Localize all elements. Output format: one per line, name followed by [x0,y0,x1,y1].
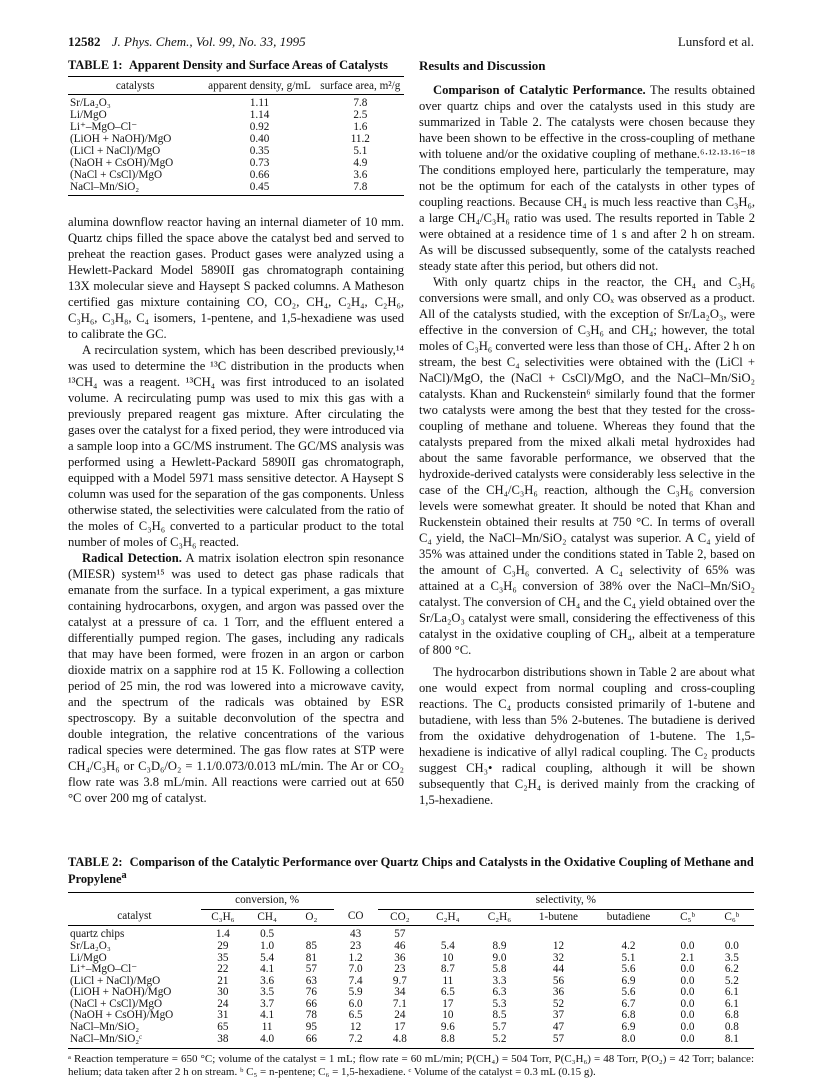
table2-col-header: 1-butene [525,909,591,926]
catalyst-name: NaCl–Mn/SiO₂ [68,181,202,196]
table2-cell: 6.5 [440,986,455,999]
table2-cell: 0.0 [680,1021,695,1034]
table1-cell: 0.92 [249,121,270,133]
catalyst-name: (NaCl + CsCl)/MgO [70,169,163,181]
table2-col-header: CH₄ [245,909,289,926]
table1-row [68,109,404,121]
table2-cell: 4.1 [260,963,275,976]
table2-cell: 3.5 [724,951,739,964]
table2-cell: 46 [394,939,406,952]
catalyst-name: Li/MgO [70,951,107,964]
header-left [68,34,306,50]
table2-cell: 6.2 [724,963,739,976]
table2-cell: 31 [217,1009,229,1022]
catalyst-name: (NaOH + CsOH)/MgO [70,157,174,169]
table2-title-note: a [121,870,127,881]
table2-col-header: C₆ᵇ [710,909,754,926]
runin-heading: Comparison of Catalytic Performance. [433,83,646,97]
table1-cell: 0.45 [202,181,316,196]
header-authors: Lunsford et al. [677,34,754,49]
table2-cell: 10 [442,1009,454,1022]
table2-cell: 24 [217,997,229,1010]
table2-cell: 17 [394,1021,406,1034]
table1-col-header: apparent density, g/mL [202,77,316,95]
table2-cell: 65 [217,1021,229,1034]
right-column [419,58,755,808]
catalyst-name: quartz chips [70,928,125,941]
table1-col-header: catalysts [68,77,202,95]
table1 [68,76,404,196]
table2-cell: 95 [305,1021,317,1034]
table2-row [68,941,754,953]
table2-cell: 6.7 [621,997,636,1010]
table2-cell: 4.0 [245,1034,289,1049]
table2-col-header: catalyst [68,909,201,926]
table2-cell [289,926,333,941]
table2-cell: 11 [261,1021,273,1034]
table2-cell: 52 [552,997,565,1010]
table2-cell: 24 [394,1009,406,1022]
methods-text [68,214,404,806]
table2-header-row [68,909,754,926]
table1-label: TABLE 1: [68,58,123,72]
table2-col-header: CO₂ [378,909,422,926]
catalyst-name: (NaOH + CsOH)/MgO [70,1009,174,1022]
table1-row [68,169,404,181]
table1-cell: 7.8 [353,97,368,109]
table2-footnote: ᵃ Reaction temperature = 650 °C; volume of the catalyst = 1 mL; flow rate = 60 mL/min; P(CH₄) = 504 Torr, P(C₃H₆) = 48 Torr, P(O₂) = 42 Torr; balance: helium; data taken after 2 h on stream. ᵇ C₅ = n-pentene; C₆ = 1,5-hexadiene. ᶜ Volume of the catalyst = 0.3 mL (0.15 g). [68,1053,754,1079]
paragraph: The hydrocarbon distributions shown in Table 2 are about what one would expect from normal coupling and cross-coupling reactions. The C₄ products consisted primarily of 1-butene and butadiene, with less than 5% 2-butenes. The butadiene is derived from the oxidative dehydrogenation of 1-butene. The 1,5-hexadiene is indicative of allyl radical coupling. The C₂ products suggest CH₃• radical coupling, although it will be shown subsequently that C₂H₄ is derived mainly from the cracking of 1,5-hexadiene. [419,665,755,807]
table2-cell: 22 [217,963,229,976]
table2-cell: 5.3 [492,997,507,1010]
table2-group-selectivity: selectivity, % [378,893,754,910]
catalyst-name: (NaCl + CsCl)/MgO [70,997,163,1010]
table2-cell: 5.9 [348,986,363,999]
catalyst-name: NaCl–Mn/SiO₂ᶜ [68,1034,201,1049]
paragraph: A recirculation system, which has been described previously,¹⁴ was used to determine the ¹³C distribution in the products when ¹³CH₄ was a reagent. ¹³CH₄ was first introduced to an isolated volume. A recirculating pump was used to mix this gas with a previously prepared reagent gas mixture. After circulating the gases over the catalyst for a fixed period, they were introduced via a sample loop into a GC/MS instrument. The GC/MS analysis was performed using a Hewlett-Packard 5890II gas chromatograph, equipped with a Model 5971 mass sensitive detector. A Haysept S column was used for the separation of the gas components. Unless otherwise stated, the selectivities were calculated from the ratio of the moles of C₃H₆ converted to a particular product to the total number of moles of C₃H₆ reacted. [68,343,404,549]
table2-row [68,987,754,999]
catalyst-name: Sr/La₂O₃ [70,97,111,109]
table2-cell: 9.7 [392,974,407,987]
table2-cell [665,926,709,941]
table2-cell: 36 [394,951,406,964]
catalyst-name: Sr/La₂O₃ [70,939,111,952]
table2-cell: 5.7 [492,1021,507,1034]
table2-col-header: CO [334,909,378,926]
table2-cell: 0.0 [680,1009,695,1022]
table2-cell: 23 [350,939,362,952]
paragraph [68,550,404,806]
table2-cell: 0.0 [680,986,695,999]
table2-cell: 85 [305,939,317,952]
table2-cell: 36 [552,986,565,999]
table1-caption [68,58,404,72]
table2-col-header: C₂H₆ [474,909,526,926]
table2-col-header: C₂H₄ [422,909,474,926]
table2-cell: 6.3 [492,986,507,999]
table1-body [68,95,404,196]
table2-body [68,926,754,1049]
table2-cell: 6.8 [724,1009,739,1022]
table2-cell: 0.0 [665,1034,709,1049]
table2-cell: 30 [217,986,229,999]
table2-row [68,1034,754,1049]
table2-cell: 2.1 [680,951,695,964]
table2-cell: 7.0 [348,963,363,976]
table2-cell: 3.3 [492,974,507,987]
table2-cell: 6.9 [621,974,636,987]
table2-row [68,1010,754,1022]
table2-cell: 76 [305,986,317,999]
table1-row [68,157,404,169]
table2-cell: 7.2 [334,1034,378,1049]
catalyst-name: (LiOH + NaOH)/MgO [70,133,172,145]
table2-cell: 63 [305,974,317,987]
running-header [68,34,754,52]
table2-cell: 21 [217,974,229,987]
table1-cell: 1.14 [249,109,270,121]
catalyst-name: (LiOH + NaOH)/MgO [70,986,172,999]
section-title: Results and Discussion [419,58,546,73]
table1-cell: 11.2 [350,133,370,145]
table2-cell: 5.1 [621,951,636,964]
table2-cell: 56 [552,974,565,987]
table1-row [68,133,404,145]
table2-cell: 12 [350,1021,362,1034]
table2-cell: 5.6 [621,963,636,976]
table1-cell: 1.11 [249,97,270,109]
table2-cell: 6.1 [724,986,739,999]
table1-cell: 1.6 [353,121,368,133]
table2-cell: 1.2 [348,951,363,964]
paragraph: alumina downflow reactor having an internal diameter of 10 mm. Quartz chips filled the space above the catalyst bed and served to preheat the reaction gases. Product gases were analyzed using a Hewlett-Packard Model 5890II gas chromatograph containing 13X molecular sieve and Haysept S packed columns. A Matheson certified gas mixture containing CO, CO₂, CH₄, C₂H₄, C₂H₆, C₃H₆, C₃H₈, C₄ isomers, 1-pentene, and 1,5-hexadiene was used to calibrate the GC. [68,215,404,341]
catalyst-name: (LiCl + NaCl)/MgO [70,145,161,157]
table2-cell: 0.8 [724,1021,739,1034]
table2-cell: 10 [442,951,454,964]
table2-group-header-row [68,893,754,910]
table2-cell: 5.4 [260,951,275,964]
table2-cell: 0.0 [680,939,695,952]
table2-block [68,855,754,1079]
table2-cell: 8.8 [422,1034,474,1049]
table2-col-header: O₂ [289,909,333,926]
catalyst-name: Li⁺–MgO–Cl⁻ [70,963,138,976]
table2-cell: 44 [552,963,565,976]
table1-cell: 7.8 [317,181,404,196]
table2-cell: 5.8 [492,963,507,976]
table2-cell: 5.2 [724,974,739,987]
table2-cell: 9.6 [440,1021,455,1034]
table2-cell: 57 [305,963,317,976]
paragraph: With only quartz chips in the reactor, the CH₄ and C₃H₆ conversions were small, and only COₓ was observed as a product. All of the catalysts studied, with the exception of Sr/La₂O₃, were effective in the conversion of C₃H₆ and CH₄; however, the total moles of C₃H₆ converted were less than those of CH₄. After 2 h on stream, the best C₄ selectivities were obtained with the (LiCl + NaCl)/MgO, the (NaCl + CsCl)/MgO, and the NaCl–Mn/SiO₂ catalysts. Khan and Ruckenstein⁶ similarly found that the former two catalysts were among the best that they tested for the cross-coupling of methane and toluene. Whereas they found that the catalysts prepared from the mixed alkali metal hydroxides had about the same favorable performance, we observed that the hydroxide-derived catalysts were considerably less selective in the case of the CH₄/C₃H₆ reaction, although the C₃H₆ conversion levels were somewhat greater. It should be noted that Khan and Ruckenstein obtained their results at 750 °C. In terms of overall C₄ yield, the NaCl–Mn/SiO₂ catalyst was superior. A C₄ yield of 35% was attained under the conditions stated in Table 2, based on the amount of C₃H₆ converted. A C₄ selectivity of 65% was attained at a C₃H₆ conversion of 38% over the NaCl–Mn/SiO₂ catalyst. The conversion of CH₄ and the C₄ yield obtained over the Sr/La₂O₃ catalyst were small, considering the effectiveness of this catalyst in the oxidative coupling of CH₄, albeit at a temperature of 800 °C. [419,275,755,657]
table2-cell: 9.0 [492,951,507,964]
table1-col-header: surface area, m²/g [317,77,404,95]
table2-cell: 6.0 [348,997,363,1010]
table2-cell: 5.2 [474,1034,526,1049]
table2-cell: 6.1 [724,997,739,1010]
table2-cell: 7.1 [392,997,407,1010]
table1-row [68,95,404,110]
catalyst-name: Li⁺–MgO–Cl⁻ [70,121,138,133]
table2-cell: 8.5 [492,1009,507,1022]
table2-group-conversion: conversion, % [201,893,334,910]
table2-cell: 43 [350,928,362,941]
table2-cell: 23 [394,963,406,976]
table2-cell: 35 [217,951,229,964]
table1-row [68,121,404,133]
catalyst-name: (LiCl + NaCl)/MgO [70,974,161,987]
table2-cell: 66 [289,1034,333,1049]
table2-cell: 57 [394,928,406,941]
table2-cell: 11 [442,974,454,987]
table2-cell: 8.1 [710,1034,754,1049]
table2-title: Comparison of the Catalytic Performance over Quartz Chips and Catalysts in the Oxidative Coupling of Methane and Propylene [68,855,754,887]
paragraph [419,82,755,274]
catalyst-name: NaCl–Mn/SiO₂ [70,1021,140,1034]
table2-cell: 38 [201,1034,245,1049]
table2-cell: 78 [305,1009,317,1022]
table2-row [68,953,754,965]
table1-header-row [68,77,404,95]
table2-cell: 7.4 [348,974,363,987]
table2-cell: 34 [394,986,406,999]
table1-cell: 5.1 [353,145,368,157]
table2-cell: 0.0 [724,939,739,952]
page-number: 12582 [68,34,101,49]
table2-row [68,1022,754,1034]
table2-cell: 1.0 [260,939,275,952]
table1-cell: 3.6 [353,169,368,181]
table2-cell: 6.9 [621,1021,636,1034]
table2-cell: 81 [305,951,317,964]
table2-cell [422,926,474,941]
runin-heading: Radical Detection. [82,551,182,565]
table2-col-header: C₅ᵇ [665,909,709,926]
table2-caption [68,855,754,886]
table2-col-header: butadiene [592,909,666,926]
table2-cell [525,926,591,941]
table2-blank-header [334,893,378,910]
table1-cell: 0.35 [249,145,270,157]
table1-cell: 0.40 [249,133,270,145]
table2-cell: 29 [217,939,229,952]
table2-cell: 57 [525,1034,591,1049]
table2-cell [592,926,666,941]
table2-cell: 17 [442,997,454,1010]
table2-cell: 47 [552,1021,565,1034]
table2-cell: 3.7 [260,997,275,1010]
table2-blank-header [68,893,201,910]
table2-cell: 8.7 [440,963,455,976]
table2-row [68,926,754,941]
table2-cell: 8.0 [592,1034,666,1049]
table2-cell: 12 [552,939,565,952]
table2-cell: 4.8 [378,1034,422,1049]
journal-citation: J. Phys. Chem., Vol. 99, No. 33, 1995 [111,34,306,49]
table1-title: Apparent Density and Surface Areas of Catalysts [128,58,388,72]
table2-cell: 0.5 [260,928,275,941]
table2-cell: 0.0 [680,963,695,976]
table2-cell: 0.0 [680,974,695,987]
table2-cell: 0.0 [680,997,695,1010]
table2-label: TABLE 2: [68,855,123,869]
table2-cell [474,926,526,941]
table2-cell: 6.5 [348,1009,363,1022]
table2-cell: 66 [305,997,317,1010]
table1-cell: 0.66 [249,169,270,181]
table2-cell: 5.6 [621,986,636,999]
table1-cell: 0.73 [249,157,270,169]
table2-cell: 4.2 [621,939,636,952]
table2 [68,892,754,1049]
paragraph-text: A matrix isolation electron spin resonance (MIESR) system¹⁵ was used to detect gas phase radicals that emanate from the surface. In a typical experiment, a gas mixture containing hydrocarbons, oxygen, and argon was passed over the catalyst at a pressure of ca. 1 Torr, and the effluent entered a differentially pumped region. The gases, including any radicals that may have been formed, were frozen in an argon or carbon dioxide matrix on a sapphire rod at 15 K. Following a collection period of 25 min, the rod was lowered into a microwave cavity, and the spectrum of the radicals was obtained by ESR spectroscopy. By a suitable deconvolution of the spectra and double integration, the relative concentrations of the various radical species were determined. The gas flow rates at STP were CH₄/C₃H₆ or C₃D₆/O₂ = 1.1/0.073/0.013 mL/min. The Ar or CO₂ flow rate was 3.8 mL/min. All reactions were carried out at 650 °C over 200 mg of catalyst. [68,551,404,805]
table2-cell [710,926,754,941]
table2-cell: 6.8 [621,1009,636,1022]
left-column [68,58,404,806]
table2-cell: 37 [552,1009,565,1022]
table2-cell: 3.6 [260,974,275,987]
table2-cell: 32 [552,951,565,964]
table2-col-header: C₃H₆ [201,909,245,926]
table1-cell: 2.5 [353,109,368,121]
table2-cell: 5.4 [440,939,455,952]
table2-cell: 1.4 [215,928,230,941]
catalyst-name: Li/MgO [70,109,107,121]
table2-cell: 3.5 [260,986,275,999]
table2-cell: 4.1 [260,1009,275,1022]
table2-cell: 8.9 [492,939,507,952]
table1-row [68,181,404,196]
paragraph-text: The results obtained over quartz chips and over the catalysts used in this study are summarized in Table 2. The catalysts were chosen because they have been shown to be effective in the cross-coupling of methane with toluene and/or the oxidative coupling of methane.⁶·¹²·¹³·¹⁶⁻¹⁸ The conditions employed here, particularly the temperature, may not be the optimum for each of the catalysts in other types of coupling reactions. Because CH₄ is much less reactive than C₃H₆, a large CH₄/C₃H₆ ratio was used. The results reported in Table 2 were obtained at a residence time of 1 s and after 2 h on stream. As will be discussed subsequently, some of the catalysts reached steady state after this period, but others did not. [419,83,756,273]
table1-row [68,145,404,157]
table1-cell: 4.9 [353,157,368,169]
table2-row [68,964,754,976]
